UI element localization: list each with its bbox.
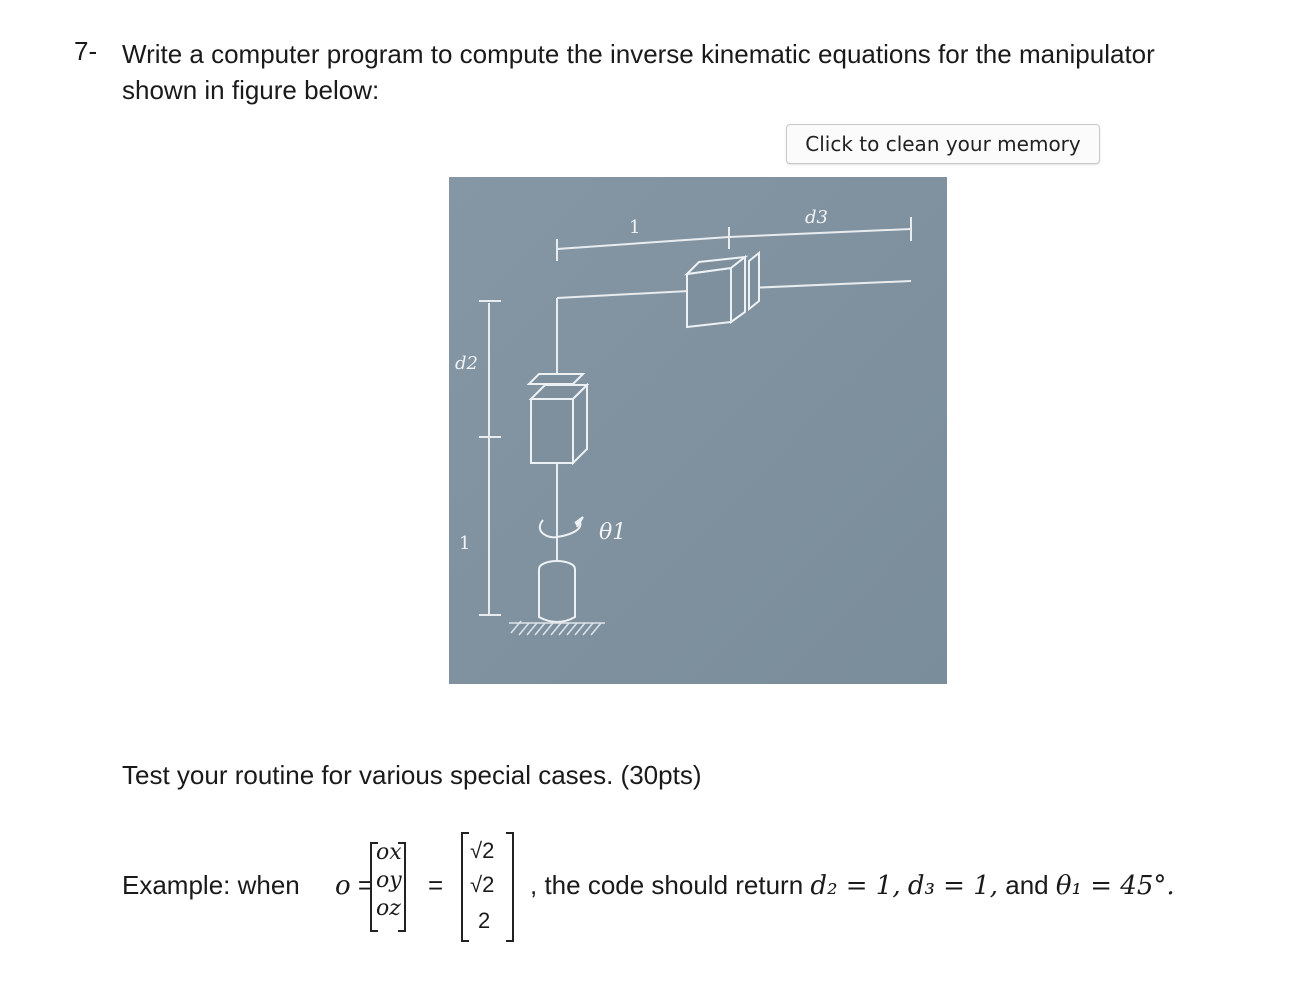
result-d3: d₃ = 1, <box>907 871 999 901</box>
label-d2: d2 <box>455 353 478 374</box>
figure-background <box>449 177 947 684</box>
vector-value-entry-2: √2 <box>470 872 495 897</box>
test-instruction: Test your routine for various special cases. (30pts) <box>122 760 702 790</box>
vector-value-entry-1: √2 <box>470 838 495 863</box>
equals-sign-2: = <box>428 870 444 900</box>
clean-memory-button[interactable]: Click to clean your memory <box>786 124 1100 164</box>
vector-symbolic-entry-2: oy <box>376 868 402 893</box>
label-theta1: θ1 <box>599 520 627 545</box>
question-line-2: shown in figure below: <box>122 75 380 105</box>
label-bottom-one: 1 <box>459 533 471 554</box>
result-and: and <box>1005 870 1049 900</box>
result-theta: θ₁ = 45°. <box>1055 871 1175 901</box>
example-label: Example: when <box>122 870 300 900</box>
example-block <box>0 820 1298 950</box>
vector-value-entry-3: 2 <box>478 908 491 933</box>
example-o-equals <box>335 870 373 901</box>
question-number: 7- <box>74 36 98 66</box>
equals-sign-1: = <box>357 870 374 900</box>
base-cylinder <box>539 561 575 622</box>
vector-values-right-bracket <box>506 832 514 942</box>
label-top-one: 1 <box>629 217 641 238</box>
o-symbol: o <box>335 871 351 901</box>
result-d2: d₂ = 1, <box>810 871 901 901</box>
vector-values-left-bracket <box>461 832 469 942</box>
result-prefix: , the code should return <box>530 870 804 900</box>
question-line-1: Write a computer program to compute the inverse kinematic equations for the manipulator <box>122 39 1155 69</box>
vector-symbolic-entry-1: ox <box>376 840 402 865</box>
question-text <box>122 36 1262 108</box>
label-d3: d3 <box>805 207 828 228</box>
manipulator-figure <box>449 177 947 684</box>
example-result <box>530 870 1175 901</box>
vector-symbolic-entry-3: oz <box>376 896 401 921</box>
